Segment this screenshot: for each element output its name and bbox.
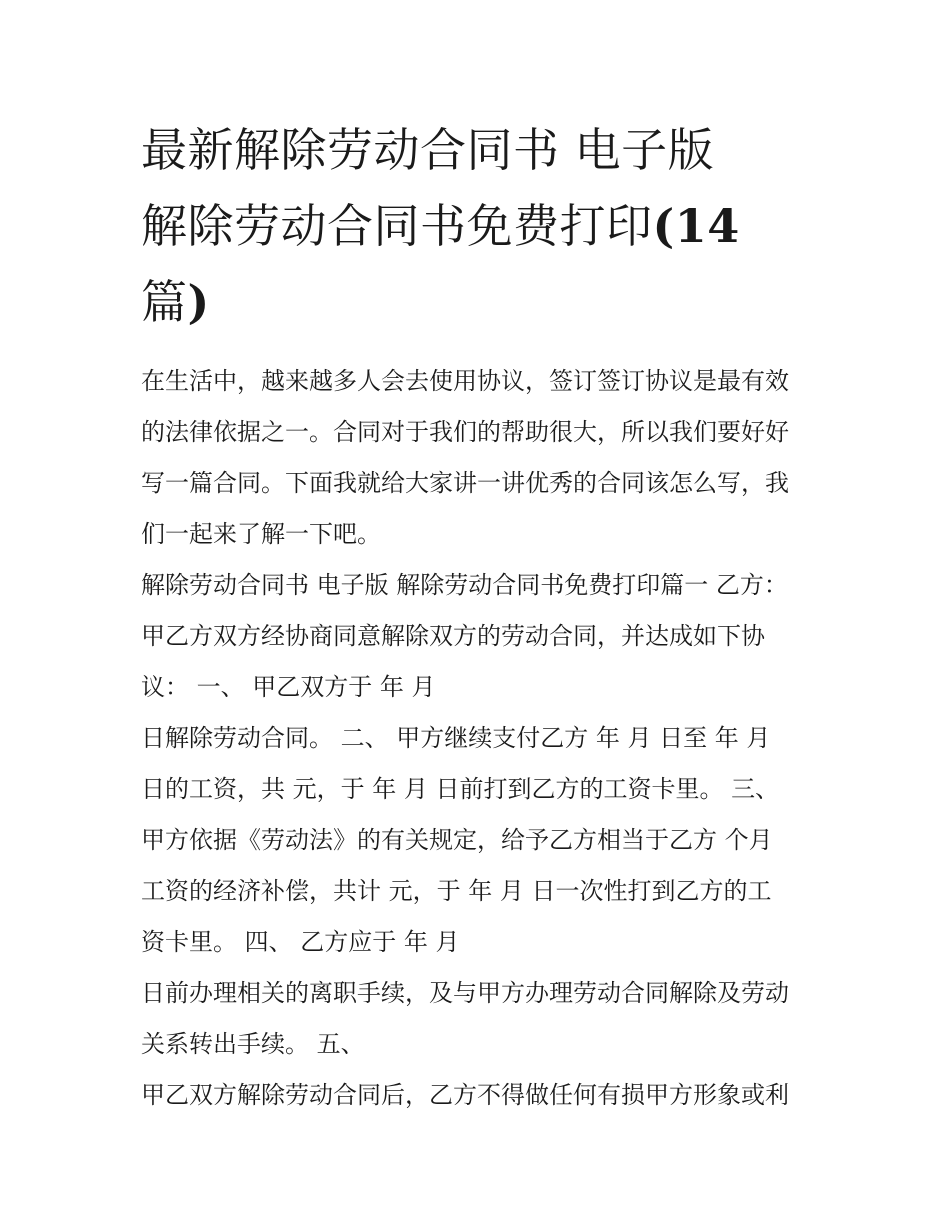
body-line: 在生活中，越来越多人会去使用协议，签订签订协议是最有效 [141, 367, 789, 395]
body-line: 甲乙双方解除劳动合同后，乙方不得做任何有损甲方形象或利 [141, 1081, 789, 1109]
body-line: 日的工资，共 元，于 年 月 日前打到乙方的工资卡里。 三、 [141, 775, 780, 803]
body-line: 甲方依据《劳动法》的有关规定，给予乙方相当于乙方 个月 [141, 826, 773, 854]
body-line: 议： 一、 甲乙双方于 年 月 [141, 673, 436, 701]
body-line: 日前办理相关的离职手续，及与甲方办理劳动合同解除及劳动 [141, 979, 789, 1007]
body-line: 工资的经济补偿，共计 元，于 年 月 日一次性打到乙方的工 [141, 877, 772, 905]
title-line-3 [141, 264, 831, 340]
title-line-3-text: 篇 [141, 275, 188, 329]
document-title [141, 112, 831, 340]
title-line-2-count: (14 [652, 199, 740, 253]
title-line-2 [141, 188, 831, 264]
title-line-3-paren: ) [187, 275, 210, 329]
title-line-1: 最新解除劳动合同书 电子版 [141, 123, 715, 177]
body-line: 解除劳动合同书 电子版 解除劳动合同书免费打印篇一 乙方： [141, 571, 788, 599]
body-line: 资卡里。 四、 乙方应于 年 月 [141, 928, 460, 956]
title-line-2-text: 解除劳动合同书免费打印 [141, 199, 653, 253]
body-line: 关系转出手续。 五、 [141, 1030, 365, 1058]
document-body [141, 356, 831, 1121]
body-line: 的法律依据之一。合同对于我们的帮助很大，所以我们要好好 [141, 418, 789, 446]
body-line: 甲乙方双方经协商同意解除双方的劳动合同，并达成如下协 [141, 622, 765, 650]
body-line: 日解除劳动合同。 二、 甲方继续支付乙方 年 月 日至 年 月 [141, 724, 771, 752]
body-line: 们一起来了解一下吧。 [141, 520, 381, 548]
body-line: 写一篇合同。下面我就给大家讲一讲优秀的合同该怎么写，我 [141, 469, 789, 497]
